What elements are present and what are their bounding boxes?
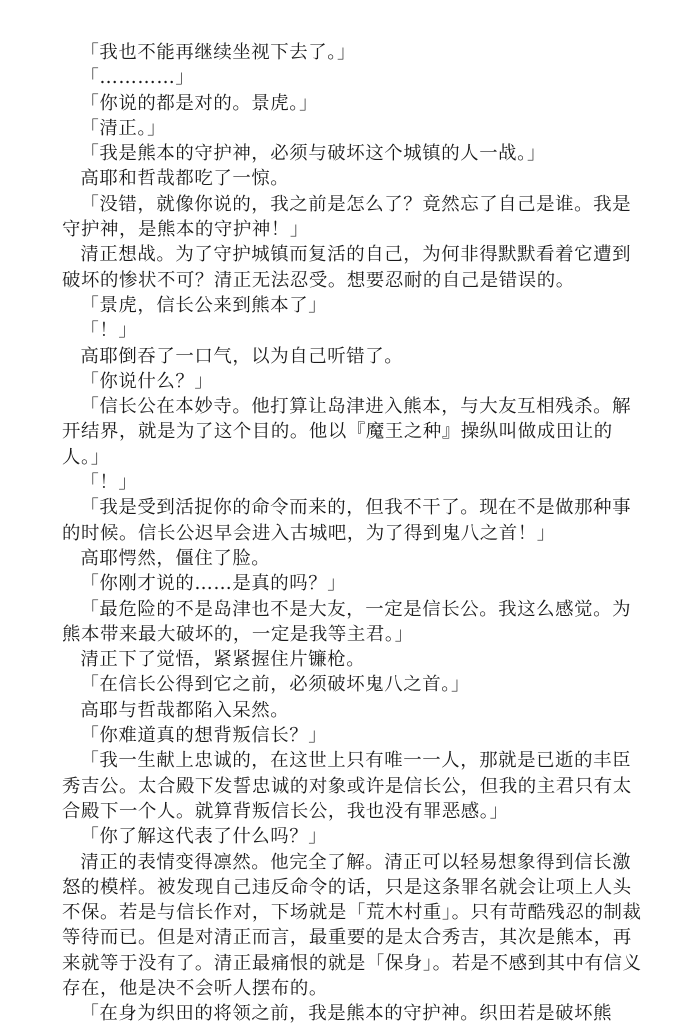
paragraph: 「信长公在本妙寺。他打算让岛津进入熊本，与大友互相残杀。解开结界，就是为了这个目的。他以『魔王之种』操纵叫做成田让的人。」	[62, 396, 632, 468]
paragraph: 清正想战。为了守护城镇而复活的自己，为何非得默默看着它遭到破坏的惨状不可？清正无法忍受。想要忍耐的自己是错误的。	[62, 244, 632, 291]
paragraph: 高耶倒吞了一口气，以为自己听错了。	[80, 345, 404, 367]
paragraph: 「你刚才说的……是真的吗？」	[80, 573, 347, 595]
paragraph: 「！」	[80, 320, 138, 342]
paragraph: 「我是熊本的守护神，必须与破坏这个城镇的人一战。」	[80, 143, 546, 165]
paragraph: 清正下了觉悟，紧紧握住片镰枪。	[80, 649, 366, 671]
paragraph: 清正的表情变得凛然。他完全了解。清正可以轻易想象得到信长激怒的模样。被发现自己违反命令的话，只是这条罪名就会让项上人头不保。若是与信长作对，下场就是「荒木村重」。只有苛酷残忍的制裁等待而已。但是对清正而言，最重要的是太合秀吉，其次是熊本，再来就等于没有了。清正最痛恨的就是「保身」。若是不感到其中有信义存在，他是决不会听人摆布的。	[62, 851, 642, 999]
paragraph: 「清正。」	[80, 117, 167, 139]
paragraph: 高耶与哲哉都陷入呆然。	[80, 699, 290, 721]
paragraph: 「你说什么？」	[80, 370, 214, 392]
paragraph: 「我是受到活捉你的命令而来的，但我不干了。现在不是做那种事的时候。信长公迟早会进入古城吧，为了得到鬼八之首！」	[62, 497, 632, 544]
paragraph: 「我一生献上忠诚的，在这世上只有唯一一人，那就是已逝的丰臣秀吉公。太合殿下发誓忠诚的对象或许是信长公，但我的主君只有太合殿下一个人。就算背叛信长公，我也没有罪恶感。」	[62, 750, 632, 822]
paragraph: 「最危险的不是岛津也不是大友，一定是信长公。我这么感觉。为熊本带来最大破坏的，一定是我等主君。」	[62, 598, 632, 645]
body-text	[62, 40, 642, 1027]
paragraph: 「景虎，信长公来到熊本了」	[80, 294, 328, 316]
paragraph: 「我也不能再继续坐视下去了。」	[80, 42, 357, 63]
paragraph: 「你难道真的想背叛信长？」	[80, 725, 328, 747]
paragraph: 「！」	[80, 472, 138, 494]
paragraph: 「在身为织田的将领之前，我是熊本的守护神。织田若是破坏熊	[80, 1003, 613, 1025]
paragraph: 「…………」	[80, 67, 195, 89]
paragraph: 「你说的都是对的。景虎。」	[80, 92, 319, 114]
paragraph: 高耶和哲哉都吃了一惊。	[80, 168, 290, 190]
paragraph: 「你了解这代表了什么吗？」	[80, 826, 328, 848]
paragraph: 「没错，就像你说的，我之前是怎么了？竟然忘了自己是谁。我是守护神，是熊本的守护神！」	[62, 193, 632, 241]
paragraph: 「在信长公得到它之前，必须破坏鬼八之首。」	[80, 674, 470, 696]
paragraph: 高耶愕然，僵住了脸。	[80, 547, 271, 569]
